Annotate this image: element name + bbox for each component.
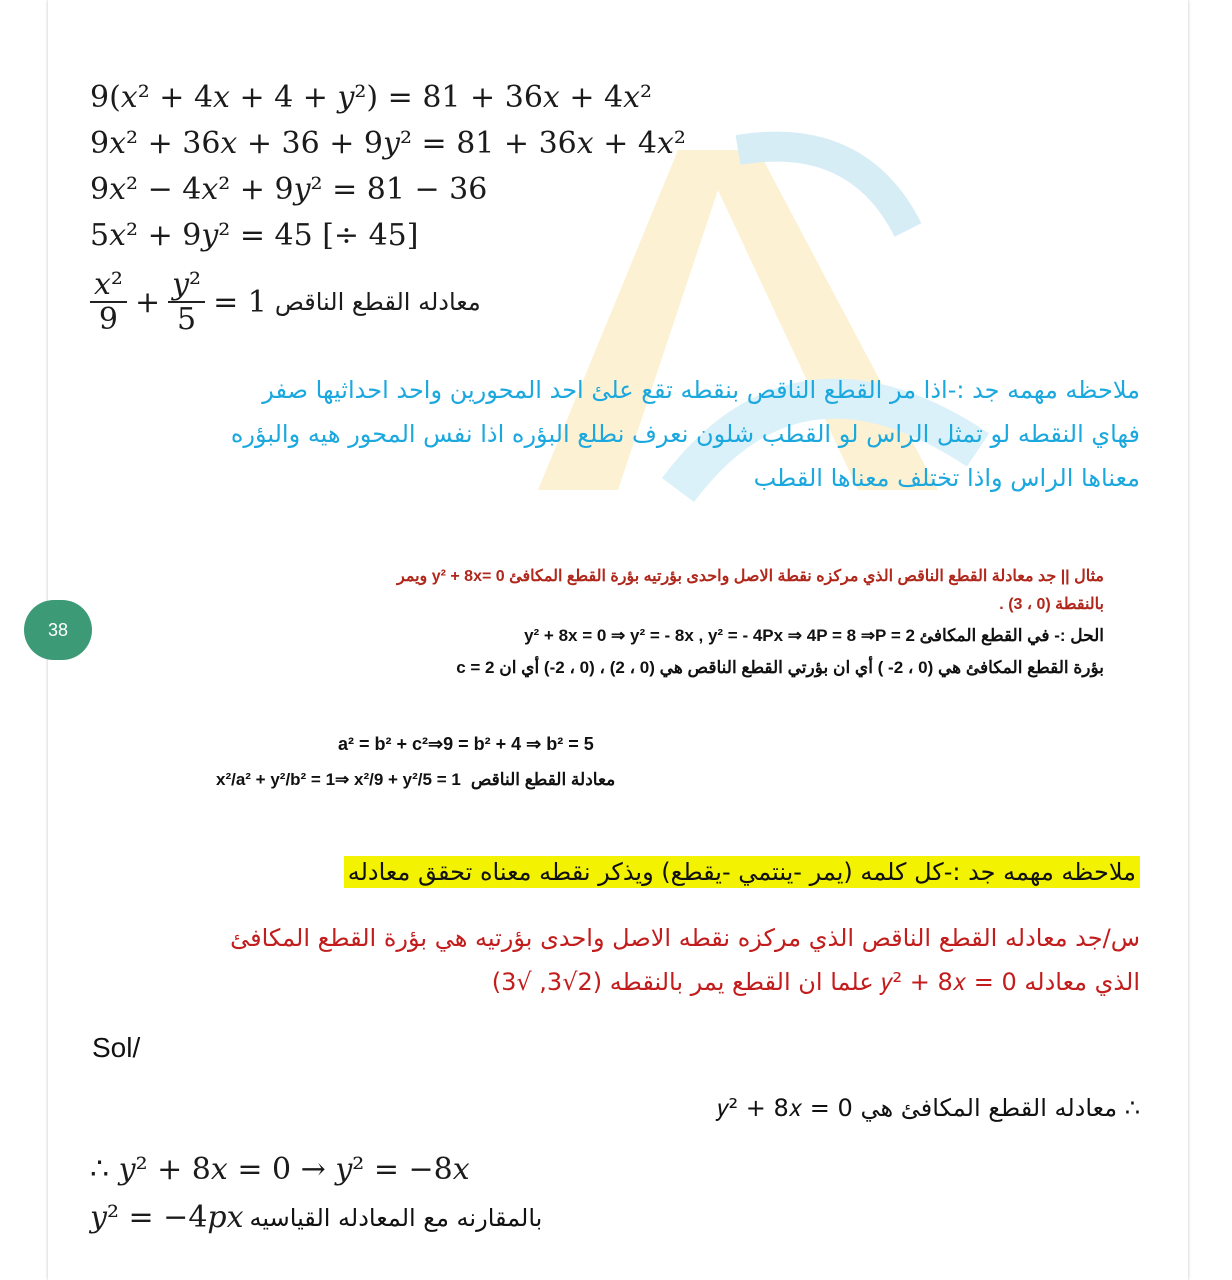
example-line-6 (216, 770, 615, 790)
equation-line-2: 9𝑥² + 36𝑥 + 36 + 9𝑦² = 81 + 36𝑥 + 4𝑥² (90, 126, 686, 161)
equals-one: = 1 (213, 284, 267, 320)
standard-form-label: بالمقارنه مع المعادله القياسيه (249, 1203, 543, 1232)
fraction-y (168, 268, 205, 336)
example-line-2: بالنقطة (0 ، 3) . (999, 596, 1104, 613)
solution-line-2: ∴ 𝑦² + 8𝑥 = 0 → 𝑦² = −8𝑥 (90, 1152, 470, 1187)
equation-line-1: 9(𝑥² + 4𝑥 + 4 + 𝑦²) = 81 + 36𝑥 + 4𝑥² (90, 80, 653, 115)
note1-line-2: فهاي النقطه لو تمثل الراس لو القطب شلون نعرف نطلع البؤره اذا نفس المحور هيه والبؤره (230, 420, 1140, 448)
solution-line-1: ∴ معادله القطع المكافئ هي 𝑦² + 8𝑥 = 0 (717, 1094, 1140, 1122)
example-line-3: الحل :- في القطع المكافئ y² + 8x = 0 ⇒ y² = - 8x , y² = - 4Px ⇒ 4P = 8 ⇒P = 2 (524, 626, 1104, 645)
example-line-1: مثال || جد معادلة القطع الناقص الذي مركزه نقطة الاصل واحدى بؤرتيه بؤرة القطع المكافئ y² + 8x= 0 ويمر (397, 568, 1104, 585)
fraction-y-denominator: 5 (177, 302, 197, 337)
example-ellipse-equation: x²/a² + y²/b² = 1⇒ x²/9 + y²/5 = 1 (216, 770, 461, 789)
example-line-4: بؤرة القطع المكافئ هي (0 ، 2- ) أي ان بؤرتي القطع الناقص هي (0 ، 2) ، (0 ، 2-) أي ان c = 2 (456, 658, 1104, 677)
equation-line-4: 5𝑥² + 9𝑦² = 45 [÷ 45] (90, 218, 419, 253)
plus-sign: + (134, 284, 161, 320)
note1-line-3: معناها الراس واذا تختلف معناها القطب (753, 464, 1140, 492)
page-number-badge: 38 (24, 600, 92, 660)
ellipse-equation-line (90, 268, 481, 336)
ellipse-equation-label: معادله القطع الناقص (274, 288, 481, 316)
solution-line-3 (90, 1200, 542, 1235)
solution-label: Sol/ (92, 1032, 141, 1063)
fraction-x (90, 268, 127, 336)
fraction-x-numerator: 𝑥² (90, 268, 127, 303)
note1-line-1: ملاحظه مهمه جد :-اذا مر القطع الناقص بنقطه تقع علئ احد المحورين واحد احداثيها صفر (262, 376, 1140, 404)
question-line-1: س/جد معادله القطع الناقص الذي مركزه نقطه الاصل واحدى بؤرتيه هي بؤرة القطع المكافئ (230, 924, 1140, 952)
example-line-5: a² = b² + c²⇒9 = b² + 4 ⇒ b² = 5 (338, 734, 594, 754)
example-ellipse-label: معادلة القطع الناقص (470, 770, 616, 789)
equation-line-3: 9𝑥² − 4𝑥² + 9𝑦² = 81 − 36 (90, 172, 488, 207)
question-line-2: الذي معادله 𝑦² + 8𝑥 = 0 علما ان القطع يمر بالنقطه (2√3, √3) (491, 968, 1140, 996)
standard-form-equation: 𝑦² = −4𝑝𝑥 (90, 1200, 244, 1235)
fraction-y-numerator: 𝑦² (168, 268, 205, 303)
note2-highlighted: ملاحظه مهمه جد :-كل كلمه (يمر -ينتمي -يقطع) ويذكر نقطه معناه تحقق معادله (344, 856, 1140, 888)
fraction-x-denominator: 9 (98, 302, 119, 337)
document-page (48, 0, 1188, 1280)
